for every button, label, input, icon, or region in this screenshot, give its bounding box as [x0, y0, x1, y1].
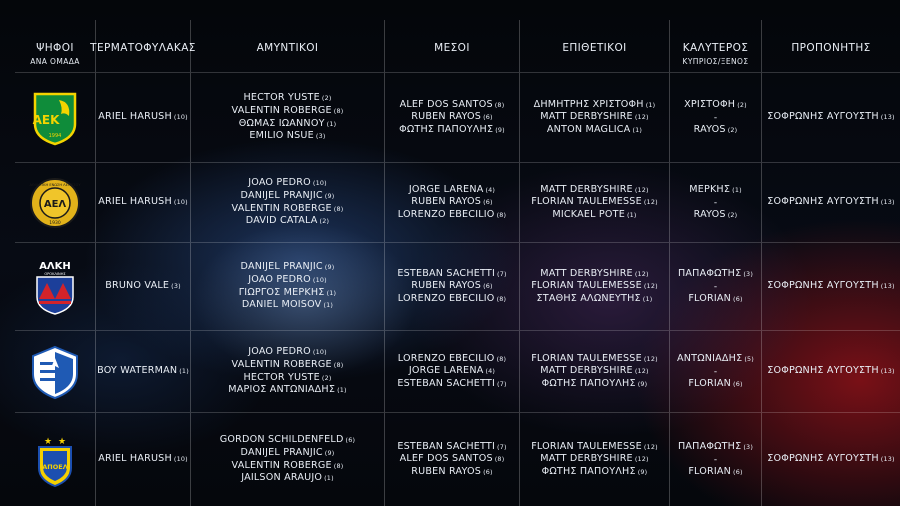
midfielders-cell: [384, 162, 519, 242]
midfielders-cell: [384, 72, 519, 162]
defenders-cell: [190, 330, 384, 412]
player-line: LORENZO EBECILIO (8): [397, 208, 507, 220]
player-line: ALEF DOS SANTOS (8): [399, 453, 505, 465]
player-line: FLORIAN TAULEMESSE (12): [531, 280, 658, 292]
best-cell: [669, 162, 761, 242]
goalkeeper-cell: [95, 162, 190, 242]
best-cell: [669, 72, 761, 162]
forwards-cell: [519, 72, 669, 162]
defenders-cell: [190, 162, 384, 242]
player-line: DAVID CATALA (2): [245, 215, 330, 227]
player-line: JAILSON ARAUJO (1): [241, 472, 334, 484]
player-line: LORENZO EBECILIO (8): [397, 292, 507, 304]
team-cell: [15, 330, 95, 412]
player-line: RUBEN RAYOS (6): [411, 111, 493, 123]
coach-line: ΣΟΦΡΩΝΗΣ ΑΥΓΟΥΣΤΗ (13): [767, 453, 895, 465]
best-cypriot: ΧΡΙΣΤΟΦΗ (2): [684, 98, 747, 110]
player-line: VALENTIN ROBERGE (8): [231, 104, 344, 116]
forwards-cell: [519, 330, 669, 412]
player-line: EMILIO NSUE (3): [249, 130, 326, 142]
player-line: JOAO PEDRO (10): [248, 346, 327, 358]
svg-text:ΑΛΚΗ: ΑΛΚΗ: [39, 260, 71, 272]
player-line: RUBEN RAYOS (6): [411, 465, 493, 477]
votes-table: [15, 20, 900, 506]
player-line: ΓΙΩΡΓΟΣ ΜΕΡΚΗΣ (1): [238, 286, 337, 298]
player-line: LORENZO EBECILIO (8): [397, 352, 507, 364]
player-line: BRUNO VALE (3): [105, 280, 181, 292]
best-foreign: RAYOS (2): [693, 208, 738, 220]
coach-cell: [761, 330, 900, 412]
anorthosis-crest-icon: [29, 344, 81, 400]
goalkeeper-cell: [95, 412, 190, 506]
player-line: BOY WATERMAN (1): [97, 365, 189, 377]
team-cell: [15, 72, 95, 162]
player-line: HECTOR YUSTE (2): [243, 371, 332, 383]
midfielders-cell: [384, 412, 519, 506]
apoel-crest-icon: [29, 432, 81, 488]
best-separator: -: [713, 366, 718, 377]
midfielders-cell: [384, 330, 519, 412]
best-cypriot: ΠΑΠΑΦΩΤΗΣ (3): [677, 440, 754, 452]
player-line: DANIEL MOISOV (1): [241, 299, 334, 311]
best-cell: [669, 412, 761, 506]
header-midfielders: [384, 20, 519, 72]
player-line: ΦΩΤΗΣ ΠΑΠΟΥΛΗΣ (9): [541, 465, 648, 477]
best-foreign: FLORIAN (6): [688, 377, 743, 389]
player-line: ARIEL HARUSH (10): [98, 196, 188, 208]
player-line: MATT DERBYSHIRE (12): [540, 183, 649, 195]
header-best: [669, 20, 761, 72]
header-defenders-label: ΑΜΥΝΤΙΚΟΙ: [256, 42, 319, 54]
header-coach-label: ΠΡΟΠΟΝΗΤΗΣ: [791, 42, 871, 54]
player-line: ESTEBAN SACHETTI (7): [397, 377, 507, 389]
svg-text:1930: 1930: [49, 220, 61, 226]
player-line: ANTON MAGLICA (1): [546, 123, 643, 135]
team-cell: [15, 242, 95, 330]
header-forwards-label: ΕΠΙΘΕΤΙΚΟΙ: [562, 42, 627, 54]
header-votes: [15, 20, 95, 72]
player-line: DANIJEL PRANJIC (9): [240, 446, 335, 458]
forwards-cell: [519, 162, 669, 242]
player-line: ESTEBAN SACHETTI (7): [397, 440, 507, 452]
defenders-cell: [190, 242, 384, 330]
player-line: JORGE LARENA (4): [408, 183, 496, 195]
svg-text:ΑΠΟΕΛ: ΑΠΟΕΛ: [42, 462, 68, 471]
player-line: ESTEBAN SACHETTI (7): [397, 267, 507, 279]
svg-text:1994: 1994: [48, 132, 62, 139]
player-line: GORDON SCHILDENFELD (6): [219, 434, 356, 446]
coach-line: ΣΟΦΡΩΝΗΣ ΑΥΓΟΥΣΤΗ (13): [767, 280, 895, 292]
best-foreign: RAYOS (2): [693, 123, 738, 135]
best-foreign: FLORIAN (6): [688, 465, 743, 477]
defenders-cell: [190, 72, 384, 162]
header-midfielders-label: ΜΕΣΟΙ: [434, 42, 470, 54]
header-defenders: [190, 20, 384, 72]
alki-oroklinis-crest-icon: [29, 259, 81, 315]
header-votes-label: ΨΗΦΟΙ: [36, 42, 74, 54]
best-cypriot: ΠΑΠΑΦΩΤΗΣ (3): [677, 267, 754, 279]
best-separator: -: [713, 281, 718, 292]
forwards-cell: [519, 412, 669, 506]
team-cell: [15, 412, 95, 506]
player-line: HECTOR YUSTE (2): [243, 92, 332, 104]
player-line: FLORIAN TAULEMESSE (12): [531, 440, 658, 452]
header-forwards: [519, 20, 669, 72]
player-line: ΦΩΤΗΣ ΠΑΠΟΥΛΗΣ (9): [399, 123, 505, 135]
ael-limassol-crest-icon: [29, 175, 81, 231]
best-cell: [669, 242, 761, 330]
player-line: RUBEN RAYOS (6): [411, 280, 493, 292]
best-cell: [669, 330, 761, 412]
svg-text:★: ★: [43, 436, 53, 447]
coach-line: ΣΟΦΡΩΝΗΣ ΑΥΓΟΥΣΤΗ (13): [767, 365, 895, 377]
goalkeeper-cell: [95, 72, 190, 162]
player-line: VALENTIN ROBERGE (8): [231, 202, 344, 214]
best-foreign: FLORIAN (6): [688, 292, 743, 304]
coach-line: ΣΟΦΡΩΝΗΣ ΑΥΓΟΥΣΤΗ (13): [767, 111, 895, 123]
player-line: ΜΑΡΙΟΣ ΑΝΤΩΝΙΑΔΗΣ (1): [228, 384, 347, 396]
player-line: ΘΩΜΑΣ ΙΩΑΝΝΟΥ (1): [238, 117, 337, 129]
player-line: VALENTIN ROBERGE (8): [231, 459, 344, 471]
svg-text:ΑΕΛ: ΑΕΛ: [43, 198, 67, 210]
player-line: FLORIAN TAULEMESSE (12): [531, 196, 658, 208]
svg-text:★: ★: [57, 436, 67, 447]
header-goalkeeper-label: ΤΕΡΜΑΤΟΦΥΛΑΚΑΣ: [90, 42, 196, 54]
header-votes-sub: ΑΝΑ ΟΜΑΔΑ: [30, 57, 80, 66]
svg-text:ΟΡΟΚΛΙΝΗΣ: ΟΡΟΚΛΙΝΗΣ: [44, 271, 66, 276]
coach-cell: [761, 412, 900, 506]
best-cypriot: ΑΝΤΩΝΙΑΔΗΣ (5): [677, 352, 754, 364]
player-line: MATT DERBYSHIRE (12): [540, 365, 649, 377]
coach-line: ΣΟΦΡΩΝΗΣ ΑΥΓΟΥΣΤΗ (13): [767, 196, 895, 208]
player-line: DANIJEL PRANJIC (9): [240, 261, 335, 273]
player-line: ALEF DOS SANTOS (8): [399, 98, 505, 110]
player-line: DANIJEL PRANJIC (9): [240, 189, 335, 201]
goalkeeper-cell: [95, 330, 190, 412]
best-separator: -: [713, 112, 718, 123]
player-line: JOAO PEDRO (10): [248, 273, 327, 285]
svg-text:ΑΕΚ: ΑΕΚ: [32, 112, 60, 127]
team-cell: [15, 162, 95, 242]
player-line: MICKAEL POTE (1): [552, 208, 637, 220]
header-best-sub: ΚΥΠΡΙΟΣ/ΞΕΝΟΣ: [682, 57, 749, 66]
svg-text:ΑΘΛΗΤΙΚΗ ΕΝΩΣΗ ΛΕΜΕΣΟΥ: ΑΘΛΗΤΙΚΗ ΕΝΩΣΗ ΛΕΜΕΣΟΥ: [29, 182, 81, 187]
player-line: VALENTIN ROBERGE (8): [231, 358, 344, 370]
coach-cell: [761, 72, 900, 162]
player-line: ΦΩΤΗΣ ΠΑΠΟΥΛΗΣ (9): [541, 377, 648, 389]
player-line: MATT DERBYSHIRE (12): [540, 453, 649, 465]
header-best-label: ΚΑΛΥΤΕΡΟΣ: [682, 42, 749, 54]
aek-larnaca-crest-icon: [29, 90, 81, 146]
player-line: JORGE LARENA (4): [408, 365, 496, 377]
player-line: ARIEL HARUSH (10): [98, 453, 188, 465]
header-coach: [761, 20, 900, 72]
defenders-cell: [190, 412, 384, 506]
player-line: RUBEN RAYOS (6): [411, 196, 493, 208]
player-line: ARIEL HARUSH (10): [98, 111, 188, 123]
goalkeeper-cell: [95, 242, 190, 330]
best-separator: -: [713, 197, 718, 208]
player-line: JOAO PEDRO (10): [248, 177, 327, 189]
best-separator: -: [713, 454, 718, 465]
coach-cell: [761, 162, 900, 242]
player-line: FLORIAN TAULEMESSE (12): [531, 352, 658, 364]
forwards-cell: [519, 242, 669, 330]
best-cypriot: ΜΕΡΚΗΣ (1): [689, 183, 742, 195]
player-line: MATT DERBYSHIRE (12): [540, 111, 649, 123]
player-line: ΔΗΜΗΤΡΗΣ ΧΡΙΣΤΟΦΗ (1): [533, 98, 656, 110]
player-line: ΣΤΑΘΗΣ ΑΛΩΝΕΥΤΗΣ (1): [536, 292, 653, 304]
player-line: MATT DERBYSHIRE (12): [540, 267, 649, 279]
header-goalkeeper: [90, 20, 196, 72]
midfielders-cell: [384, 242, 519, 330]
coach-cell: [761, 242, 900, 330]
